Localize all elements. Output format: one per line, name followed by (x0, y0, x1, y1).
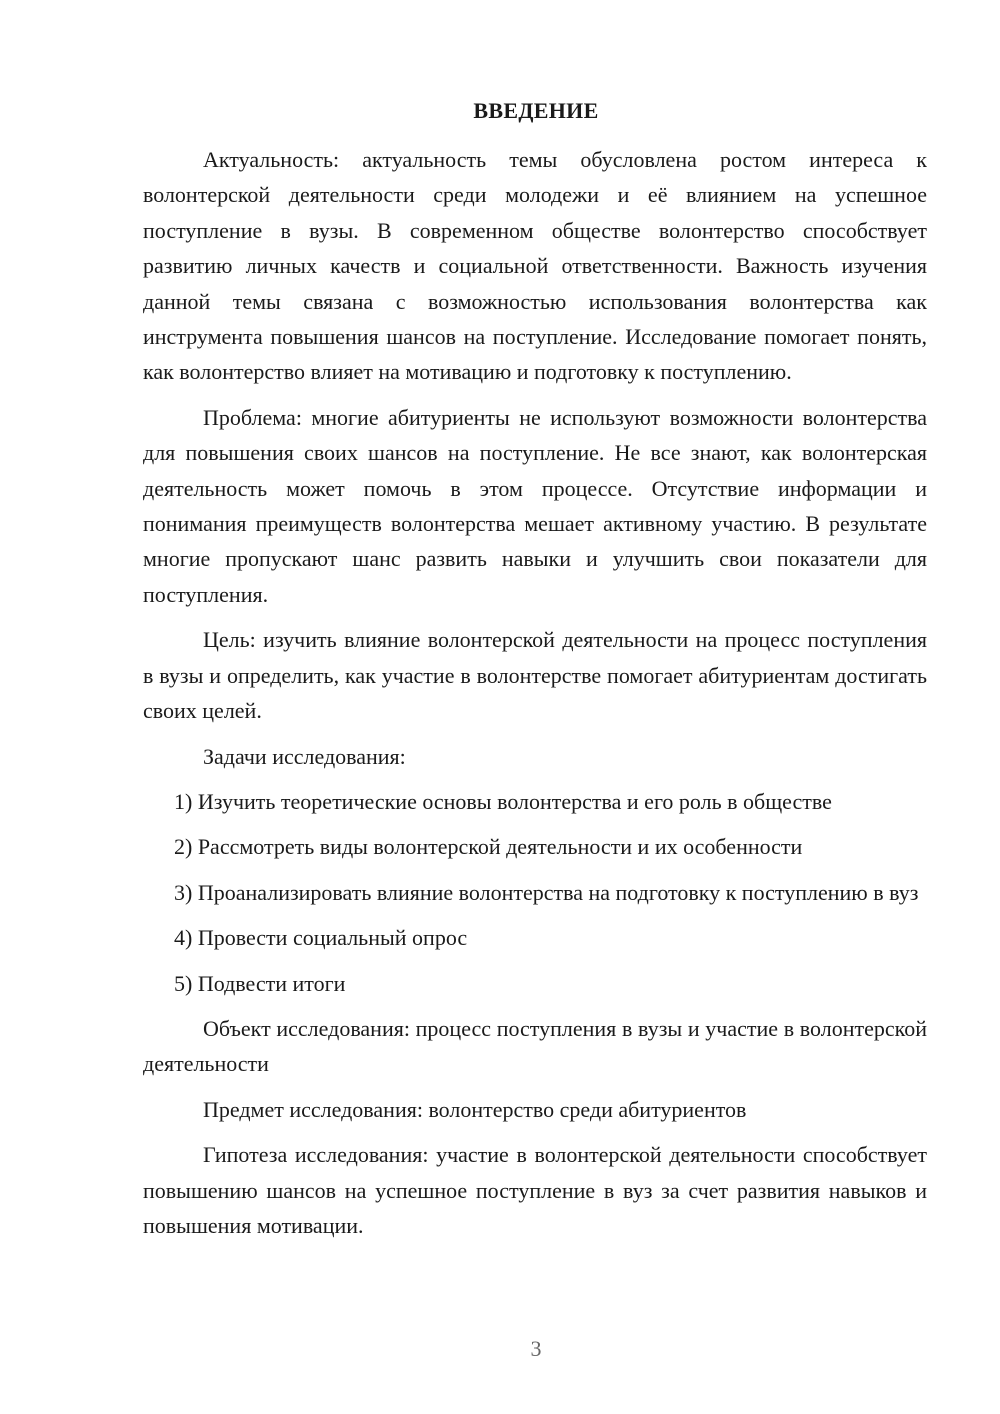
paragraph-relevance: Актуальность: актуальность темы обусловлена ростом интереса к волонтерской деятельности среди молодежи и её влиянием на успешное поступление в вузы. В современном обществе волонтерство способствует развитию личных качеств и социальной ответственности. Важность изучения данной темы связана с возможностью использования волонтерства как инструмента повышения шансов на поступление. Исследование помогает понять, как волонтерство влияет на мотивацию и подготовку к поступлению. (143, 147, 927, 385)
paragraph-hypothesis: Гипотеза исследования: участие в волонтерской деятельности способствует повышению шансов на успешное поступление в вуз за счет развития навыков и повышения мотивации. (143, 1142, 927, 1238)
task-item: 3) Проанализировать влияние волонтерства на подготовку к поступлению в вуз (174, 879, 919, 905)
task-item: 1) Изучить теоретические основы волонтерства и его роль в обществе (174, 788, 832, 814)
document-body (143, 142, 927, 1253)
paragraph-goal: Цель: изучить влияние волонтерской деятельности на процесс поступления в вузы и определить, как участие в волонтерстве помогает абитуриентам достигать своих целей. (143, 627, 927, 724)
page-title: ВВЕДЕНИЕ (473, 98, 599, 123)
task-item: 2) Рассмотреть виды волонтерской деятельности и их особенности (174, 834, 803, 860)
task-item: 4) Провести социальный опрос (174, 925, 468, 951)
paragraph-object: Объект исследования: процесс поступления в вузы и участие в волонтерской деятельности (143, 1015, 927, 1077)
paragraph-tasks-heading: Задачи исследования: (203, 743, 406, 769)
paragraph-problem: Проблема: многие абитуриенты не используют возможности волонтерства для повышения своих шансов на поступление. Не все знают, как волонтерская деятельность может помочь в этом процессе. Отсутствие информации и понимания преимуществ волонтерства мешает активному участию. В результате многие пропускают шанс развить навыки и улучшить свои показатели для поступления. (143, 404, 927, 607)
page-number: 3 (530, 1336, 542, 1361)
paragraph-subject: Предмет исследования: волонтерство среди абитуриентов (203, 1096, 747, 1122)
task-item: 5) Подвести итоги (174, 970, 346, 996)
